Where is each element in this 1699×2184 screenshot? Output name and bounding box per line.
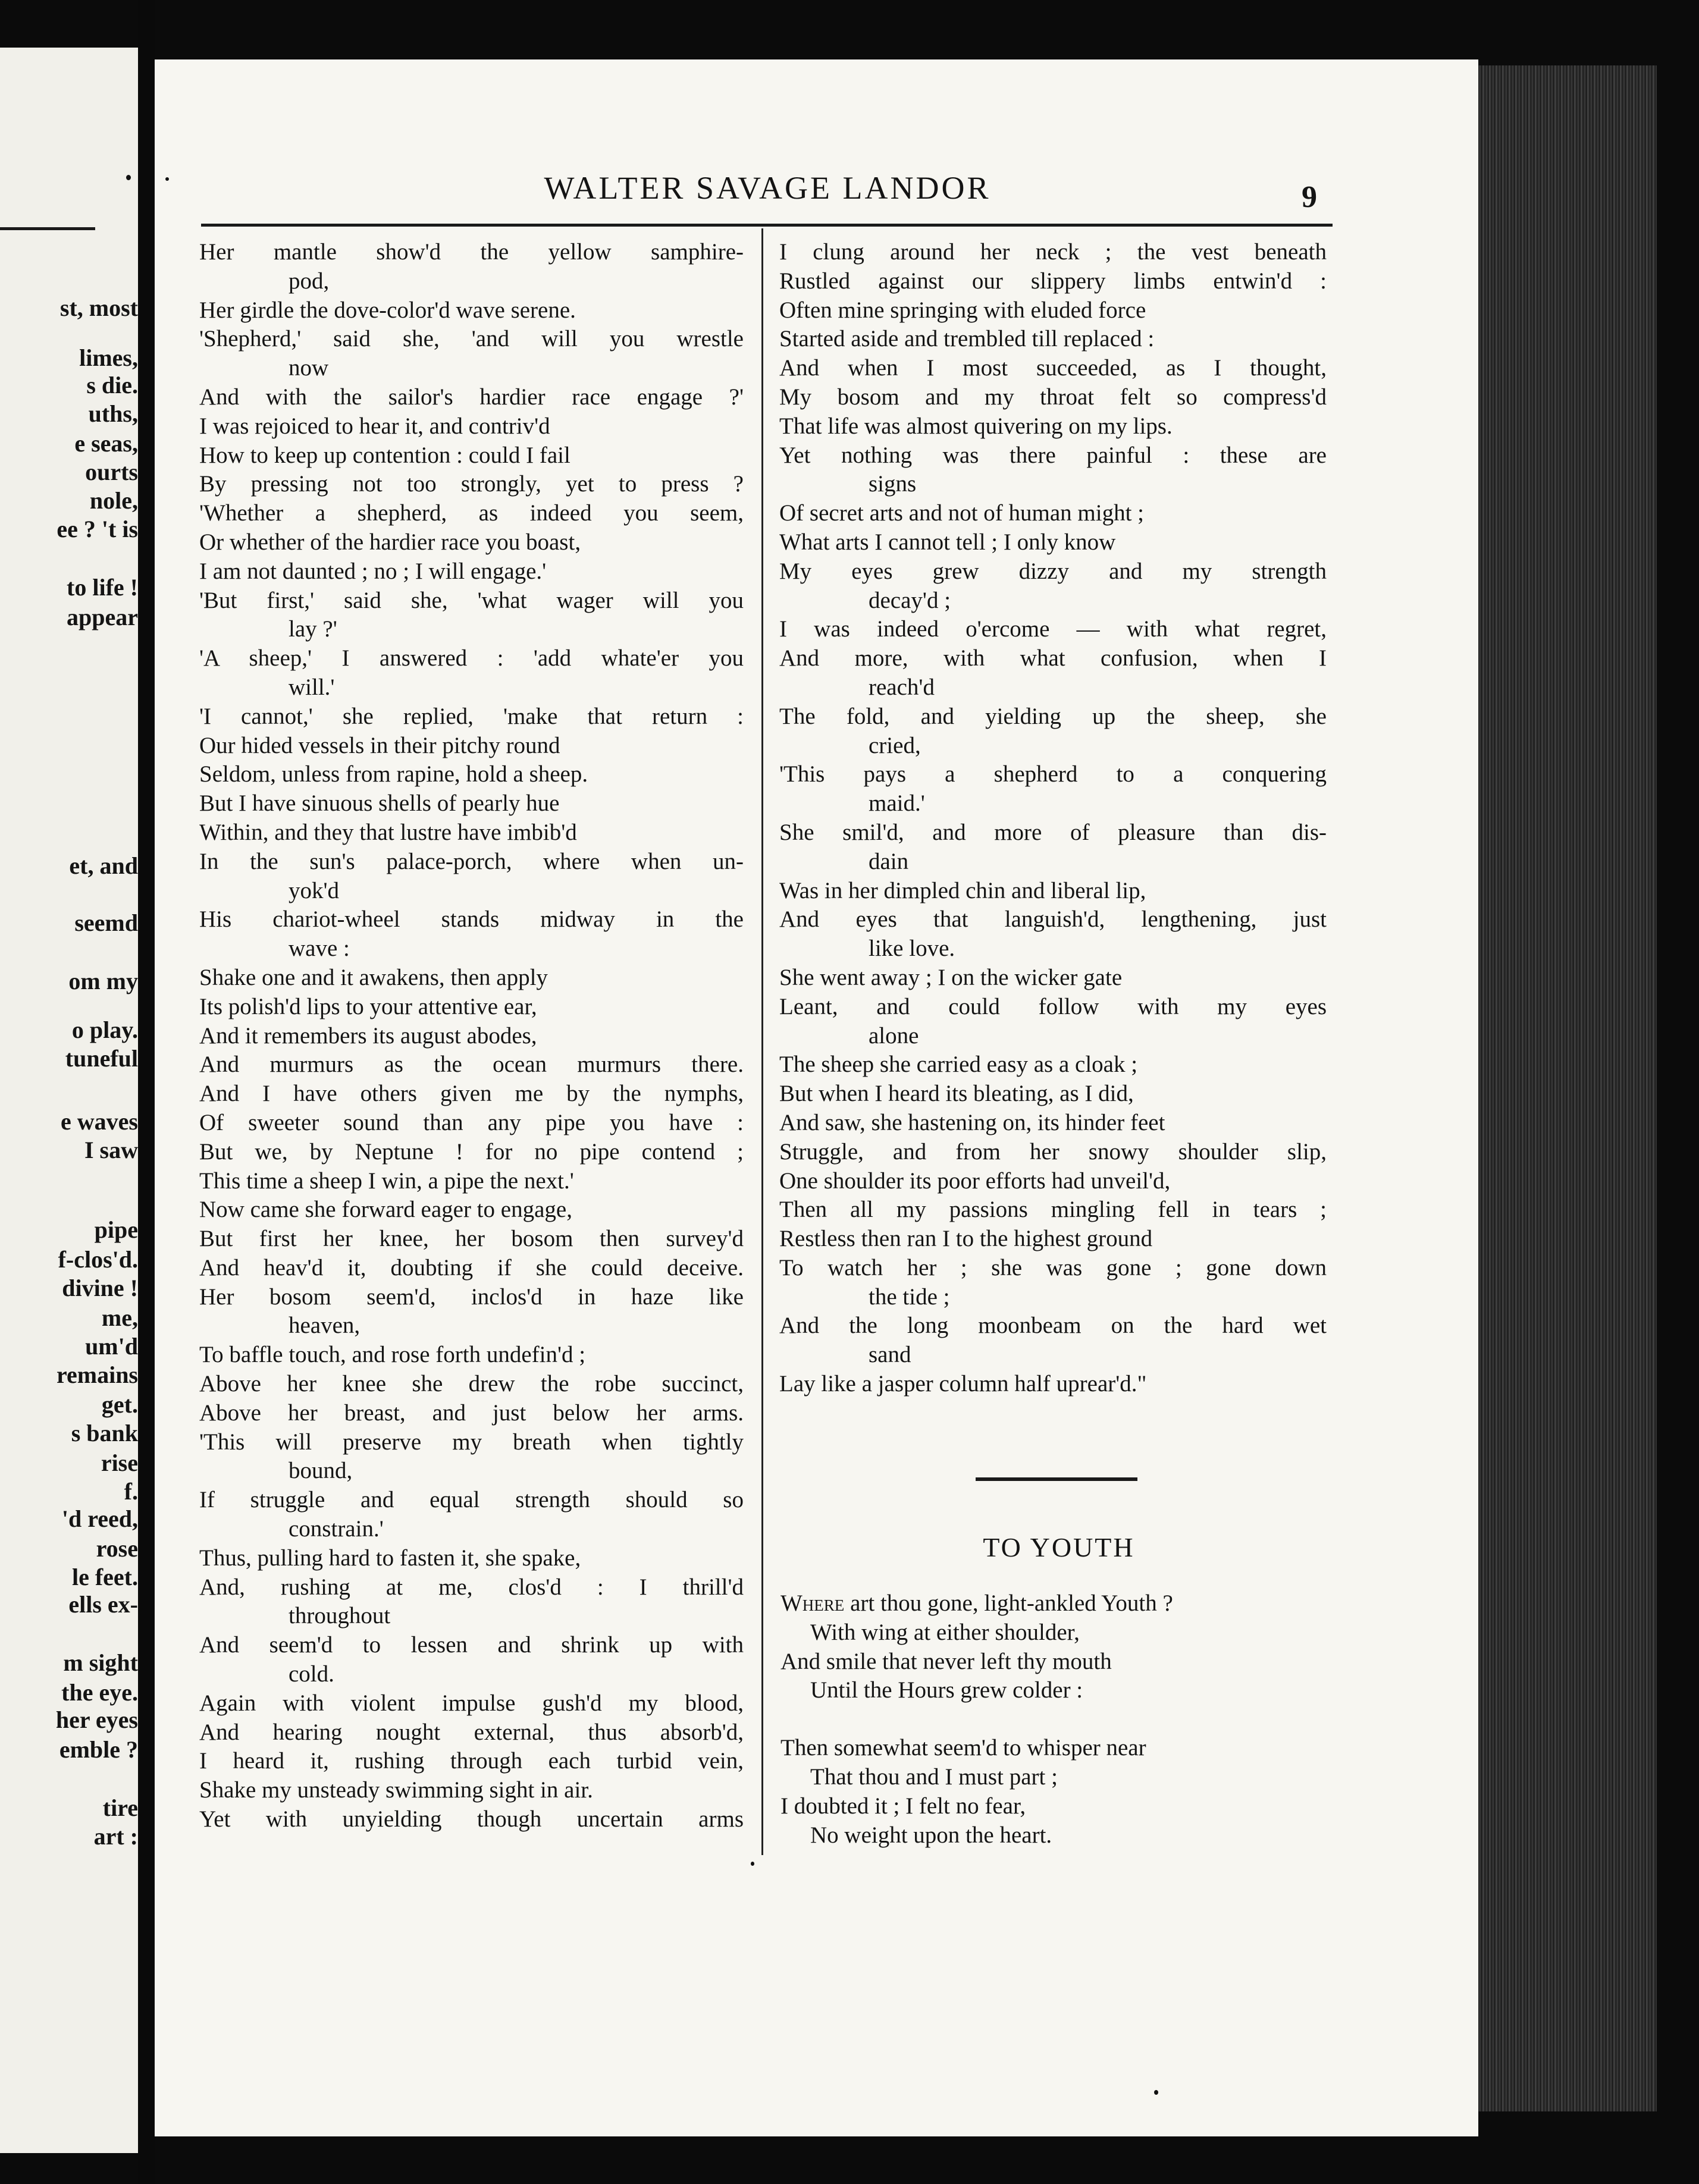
verse-line: 'Shepherd,' said she, 'and will you wrestle (199, 326, 744, 352)
left-column (199, 238, 744, 1834)
poem-line (780, 1589, 1340, 1618)
verse-line: And with the sailor's hardier race engage ?' (199, 384, 744, 410)
verse-line: Above her breast, and just below her arms. (199, 1399, 744, 1426)
page-edges (1478, 65, 1657, 2111)
header-rule (201, 224, 1333, 227)
verse-line: pod, (289, 268, 330, 294)
verse-line: And heav'd it, doubting if she could deceive. (199, 1254, 744, 1281)
verse-line: Her mantle show'd the yellow samphire- (199, 239, 744, 265)
verse-line: Thus, pulling hard to fasten it, she spake, (199, 1545, 581, 1571)
verse-line: Or whether of the hardier race you boast, (199, 529, 581, 555)
previous-page-line: f. (124, 1478, 138, 1505)
verse-line: This time a sheep I win, a pipe the next.' (199, 1168, 574, 1194)
verse-line: I heard it, rushing through each turbid vein, (199, 1748, 744, 1774)
previous-page-line: 'd reed, (61, 1505, 138, 1532)
verse-line: constrain.' (289, 1516, 384, 1542)
verse-line: I was indeed o'ercome — with what regret, (779, 616, 1327, 642)
verse-line: And the long moonbeam on the hard wet (779, 1313, 1327, 1339)
verse-line: To watch her ; she was gone ; gone down (779, 1254, 1327, 1281)
previous-page-line: uths, (88, 400, 138, 427)
verse-line: 'This pays a shepherd to a conquering (779, 761, 1327, 787)
verse-line: His chariot-wheel stands midway in the (199, 906, 744, 933)
poem-line: Then somewhat seem'd to whisper near (780, 1735, 1146, 1761)
previous-page-line: et, and (69, 852, 138, 879)
verse-line: And murmurs as the ocean murmurs there. (199, 1052, 744, 1078)
verse-line: But we, by Neptune ! for no pipe contend ; (199, 1138, 744, 1165)
previous-page-line: rose (96, 1535, 138, 1562)
verse-line: throughout (289, 1603, 391, 1629)
previous-page-line: I saw (84, 1137, 138, 1163)
verse-line: Often mine springing with eluded force (779, 297, 1146, 323)
verse-line: In the sun's palace-porch, where when un- (199, 848, 744, 874)
poem-title: TO YOUTH (983, 1532, 1135, 1562)
verse-line: the tide ; (869, 1284, 950, 1310)
verse-line: The sheep she carried easy as a cloak ; (779, 1052, 1138, 1078)
previous-page-line: m sight (63, 1649, 138, 1676)
verse-line: And when I most succeeded, as I thought, (779, 355, 1327, 381)
verse-line: The fold, and yielding up the sheep, she (779, 703, 1327, 729)
stanza-gap (780, 1705, 1340, 1734)
verse-line: And hearing nought external, thus absorb'd, (199, 1719, 744, 1745)
verse-line: 'But first,' said she, 'what wager will you (199, 587, 744, 613)
verse-line: How to keep up contention : could I fail (199, 442, 570, 468)
verse-line: 'A sheep,' I answered : 'add whate'er you (199, 645, 744, 671)
verse-line: But when I heard its bleating, as I did, (779, 1081, 1134, 1107)
verse-line: Within, and they that lustre have imbib'd (199, 819, 577, 845)
verse-line: Then all my passions mingling fell in tears ; (779, 1197, 1327, 1223)
previous-page-line: limes, (79, 344, 138, 371)
previous-page-line: s die. (86, 372, 138, 398)
verse-line: heaven, (289, 1313, 361, 1339)
verse-line: Shake one and it awakens, then apply (199, 964, 548, 990)
speck (165, 177, 169, 181)
previous-page-line: art : (93, 1823, 138, 1850)
verse-line: Above her knee she drew the robe succinct, (199, 1371, 744, 1397)
previous-page-fragment (0, 48, 138, 2153)
verse-line: And more, with what confusion, when I (779, 645, 1327, 671)
previous-page-line: pipe (94, 1216, 138, 1243)
poem-line: I doubted it ; I felt no fear, (780, 1793, 1026, 1819)
verse-line: And it remembers its august abodes, (199, 1022, 537, 1049)
verse-line: alone (869, 1022, 919, 1049)
verse-line: By pressing not too strongly, yet to press ? (199, 471, 744, 497)
previous-page-line: ells ex- (68, 1591, 138, 1618)
verse-line: She smil'd, and more of pleasure than dis- (779, 819, 1327, 845)
verse-line: 'Whether a shepherd, as indeed you seem, (199, 500, 744, 526)
verse-line: And I have others given me by the nymphs, (199, 1081, 744, 1107)
column-divider (761, 228, 763, 1855)
speck (1154, 2090, 1158, 2095)
verse-line: I clung around her neck ; the vest beneath (779, 239, 1327, 265)
verse-line: Struggle, and from her snowy shoulder slip, (779, 1138, 1327, 1165)
verse-line: decay'd ; (869, 587, 951, 613)
verse-line: signs (869, 471, 917, 497)
right-column (779, 238, 1327, 1399)
previous-page-line: get. (101, 1391, 138, 1418)
previous-page-line: o play. (71, 1016, 138, 1043)
verse-line: yok'd (289, 877, 340, 903)
previous-page-line: seemd (74, 909, 138, 936)
previous-page-rule (0, 227, 95, 230)
verse-line: Her bosom seem'd, inclos'd in haze like (199, 1284, 744, 1310)
previous-page-line: appear (67, 604, 138, 630)
verse-line: Our hided vessels in their pitchy round (199, 732, 560, 758)
verse-line: 'This will preserve my breath when tightly (199, 1429, 744, 1455)
verse-line: But I have sinuous shells of pearly hue (199, 790, 560, 817)
previous-page-line: um'd (85, 1333, 138, 1360)
poem-line-text: art thou gone, light-ankled Youth ? (844, 1590, 1173, 1616)
previous-page-line: rise (101, 1449, 138, 1476)
verse-line: Was in her dimpled chin and liberal lip, (779, 877, 1146, 903)
verse-line: wave : (289, 936, 350, 962)
poem-line: And smile that never left thy mouth (780, 1648, 1112, 1674)
verse-line: Now came she forward eager to engage, (199, 1197, 572, 1223)
verse-line: Restless then ran I to the highest ground (779, 1226, 1153, 1252)
verse-line: will.' (289, 674, 335, 700)
verse-line: I am not daunted ; no ; I will engage.' (199, 558, 547, 584)
verse-line: What arts I cannot tell ; I only know (779, 529, 1116, 555)
previous-page-line: nole, (89, 487, 138, 514)
poem-first-word: Where (780, 1590, 845, 1616)
verse-line: And eyes that languish'd, lengthening, just (779, 906, 1327, 933)
poem-line: No weight upon the heart. (810, 1822, 1052, 1848)
previous-page-line: le feet. (71, 1564, 138, 1590)
verse-line: Her girdle the dove-color'd wave serene. (199, 297, 576, 323)
verse-line: reach'd (869, 674, 935, 700)
previous-page-line: her eyes (55, 1706, 138, 1733)
verse-line: Yet with unyielding though uncertain arms (199, 1806, 744, 1832)
verse-line: cried, (869, 732, 921, 758)
verse-line: like love. (869, 936, 955, 962)
previous-page-line: the eye. (61, 1679, 138, 1706)
speck (126, 175, 131, 180)
previous-page-line: tuneful (65, 1045, 138, 1072)
poem-line: That thou and I must part ; (810, 1763, 1058, 1790)
book-gutter (138, 0, 155, 2184)
previous-page-line: f-clos'd. (58, 1246, 138, 1273)
previous-page-line: e seas, (74, 430, 138, 457)
verse-line: To baffle touch, and rose forth undefin'd ; (199, 1342, 586, 1368)
previous-page-line: remains (56, 1361, 138, 1388)
previous-page-line: to life ! (67, 574, 138, 601)
verse-line: sand (869, 1342, 911, 1368)
previous-page-line: divine ! (62, 1275, 138, 1301)
verse-line: And saw, she hastening on, its hinder feet (779, 1109, 1165, 1135)
verse-line: My eyes grew dizzy and my strength (779, 558, 1327, 584)
verse-line: Again with violent impulse gush'd my blood, (199, 1690, 744, 1716)
page-number: 9 (1302, 180, 1317, 214)
verse-line: Of secret arts and not of human might ; (779, 500, 1145, 526)
section-rule (976, 1477, 1137, 1481)
previous-page-line: tire (102, 1794, 138, 1821)
verse-line: Its polish'd lips to your attentive ear, (199, 993, 537, 1019)
previous-page-line: ee ? 't is (57, 516, 138, 542)
previous-page-line: om my (68, 968, 138, 994)
verse-line: Seldom, unless from rapine, hold a sheep. (199, 761, 588, 787)
poem-line: Until the Hours grew colder : (810, 1677, 1083, 1703)
verse-line: One shoulder its poor efforts had unveil'd, (779, 1168, 1171, 1194)
previous-page-line: me, (101, 1304, 138, 1331)
verse-line: And, rushing at me, clos'd : I thrill'd (199, 1574, 744, 1600)
verse-line: If struggle and equal strength should so (199, 1487, 744, 1513)
previous-page-line: s bank (71, 1420, 138, 1446)
previous-page-line: e waves (61, 1108, 138, 1135)
verse-line: Shake my unsteady swimming sight in air. (199, 1777, 593, 1803)
verse-line: lay ?' (289, 616, 337, 642)
previous-page-line: ourts (85, 459, 138, 485)
verse-line: Of sweeter sound than any pipe you have : (199, 1109, 744, 1135)
verse-line: now (289, 355, 329, 381)
verse-line: maid.' (869, 790, 925, 817)
verse-line: Started aside and trembled till replaced : (779, 326, 1155, 352)
verse-line: I was rejoiced to hear it, and contriv'd (199, 413, 550, 439)
verse-line: Leant, and could follow with my eyes (779, 993, 1327, 1019)
verse-line: 'I cannot,' she replied, 'make that return : (199, 703, 744, 729)
verse-line: bound, (289, 1458, 353, 1484)
verse-line: dain (869, 848, 909, 874)
verse-line: That life was almost quivering on my lips. (779, 413, 1173, 439)
previous-page-line: emble ? (59, 1736, 138, 1763)
verse-line: But first her knee, her bosom then survey'd (199, 1226, 744, 1252)
verse-line: She went away ; I on the wicker gate (779, 964, 1123, 990)
poem-line: With wing at either shoulder, (810, 1619, 1080, 1645)
speck (751, 1862, 754, 1866)
verse-line: And seem'd to lessen and shrink up with (199, 1632, 744, 1658)
verse-line: Rustled against our slippery limbs entwin'd : (779, 268, 1327, 294)
poem-to-youth (780, 1589, 1340, 1850)
running-header: WALTER SAVAGE LANDOR (544, 170, 991, 206)
verse-line: Lay like a jasper column half uprear'd." (779, 1371, 1147, 1397)
verse-line: My bosom and my throat felt so compress'd (779, 384, 1327, 410)
verse-line: Yet nothing was there painful : these are (779, 442, 1327, 468)
previous-page-line: st, most (59, 294, 138, 321)
verse-line: cold. (289, 1661, 334, 1687)
